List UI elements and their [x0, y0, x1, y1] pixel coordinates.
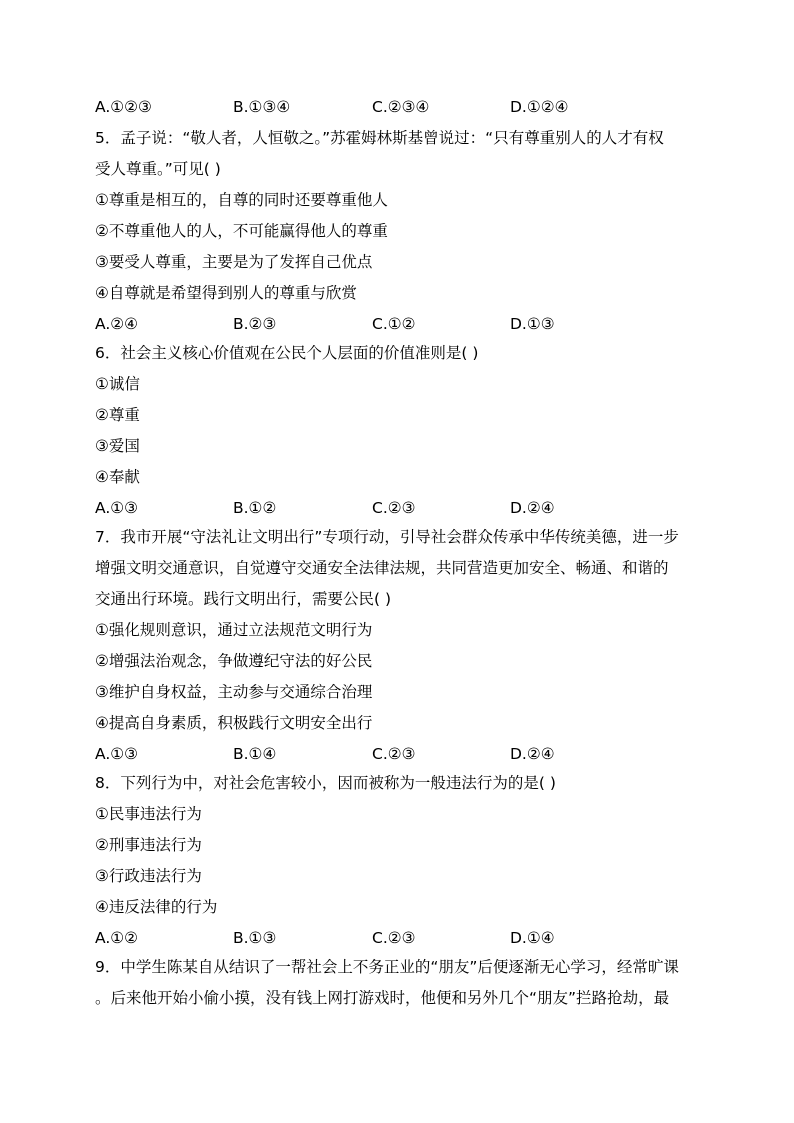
q7-option-b: B.①④ [233, 745, 277, 763]
q8-statement-4: ④违反法律的行为 [95, 898, 218, 916]
q8-statement-2: ②刑事违法行为 [95, 836, 202, 854]
q7-option-d: D.②④ [510, 745, 555, 763]
q6-option-c: C.②③ [372, 499, 416, 517]
q5-statement-2: ②不尊重他人的人，不可能赢得他人的尊重 [95, 222, 388, 240]
q8-option-c: C.②③ [372, 929, 416, 947]
q8-stem-line-1: 8．下列行为中，对社会危害较小，因而被称为一般违法行为的是( ) [95, 774, 556, 792]
q7-stem-line-2: 增强文明交通意识，自觉遵守交通安全法律法规，共同营造更加安全、畅通、和谐的 [95, 559, 669, 577]
q8-option-a: A.①② [95, 929, 139, 947]
q6-stem-line-1: 6．社会主义核心价值观在公民个人层面的价值准则是( ) [95, 344, 479, 362]
q7-option-a: A.①③ [95, 745, 139, 763]
q5-option-b: B.②③ [233, 315, 277, 333]
q6-statement-2: ②尊重 [95, 406, 140, 424]
q8-statement-1: ①民事违法行为 [95, 805, 202, 823]
q7-statement-2: ②增强法治观念，争做遵纪守法的好公民 [95, 652, 373, 670]
q5-stem-line-2: 受人尊重。”可见( ) [95, 160, 221, 178]
q4-option-d: D.①②④ [510, 98, 569, 116]
q4-option-a: A.①②③ [95, 98, 152, 116]
q5-stem-line-1: 5．孟子说：“敬人者，人恒敬之。”苏霍姆林斯基曾说过：“只有尊重别人的人才有权 [95, 129, 664, 147]
q9-stem-line-2: 。后来他开始小偷小摸，没有钱上网打游戏时，他便和另外几个“朋友”拦路抢劫，最 [95, 989, 670, 1007]
q7-stem-line-3: 交通出行环境。践行文明出行，需要公民( ) [95, 590, 392, 608]
q6-statement-1: ①诚信 [95, 375, 140, 393]
q7-option-c: C.②③ [372, 745, 416, 763]
q6-option-a: A.①③ [95, 499, 139, 517]
q5-option-a: A.②④ [95, 315, 139, 333]
q5-statement-4: ④自尊就是希望得到别人的尊重与欣赏 [95, 284, 357, 302]
q6-option-b: B.①② [233, 499, 277, 517]
q7-statement-1: ①强化规则意识，通过立法规范文明行为 [95, 621, 373, 639]
q5-statement-1: ①尊重是相互的，自尊的同时还要尊重他人 [95, 191, 388, 209]
q5-option-d: D.①③ [510, 315, 555, 333]
q6-statement-4: ④奉献 [95, 468, 140, 486]
q7-stem-line-1: 7．我市开展“守法礼让文明出行”专项行动，引导社会群众传承中华传统美德，进一步 [95, 528, 679, 546]
q6-option-d: D.②④ [510, 499, 555, 517]
q5-statement-3: ③要受人尊重，主要是为了发挥自己优点 [95, 253, 373, 271]
q7-statement-4: ④提高自身素质，积极践行文明安全出行 [95, 714, 373, 732]
q4-option-c: C.②③④ [372, 98, 430, 116]
q8-statement-3: ③行政违法行为 [95, 867, 202, 885]
q4-option-b: B.①③④ [233, 98, 291, 116]
q8-option-d: D.①④ [510, 929, 555, 947]
q6-statement-3: ③爱国 [95, 437, 140, 455]
q8-option-b: B.①③ [233, 929, 277, 947]
q5-option-c: C.①② [372, 315, 416, 333]
q7-statement-3: ③维护自身权益，主动参与交通综合治理 [95, 683, 373, 701]
q9-stem-line-1: 9．中学生陈某自从结识了一帮社会上不务正业的“朋友”后便逐渐无心学习，经常旷课 [95, 958, 679, 976]
